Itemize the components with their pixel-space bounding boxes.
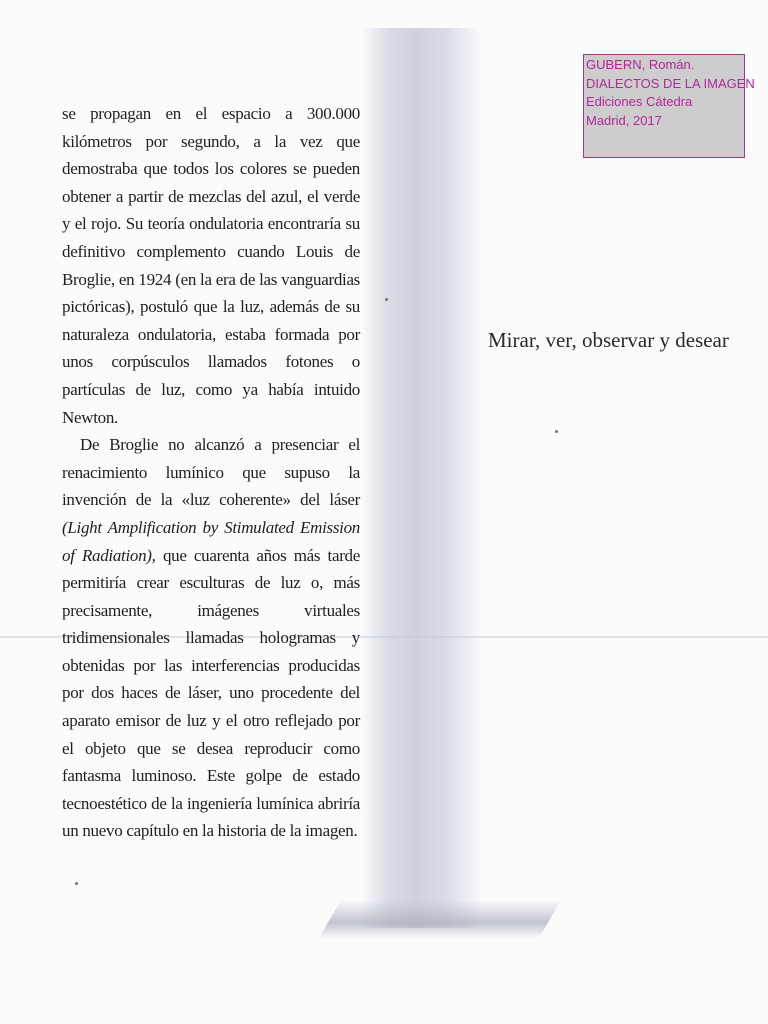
paragraph-2-before: De Broglie no alcanzó a presenciar el renacimiento lumínico que supuso la invención de la «luz coherente» del láser	[62, 435, 360, 510]
paragraph-2-italic: (Light Amplification by Stimulated Emission of Radiation),	[62, 517, 360, 565]
spine-bottom-shadow	[319, 900, 561, 938]
scan-speck	[555, 430, 558, 433]
paragraph-1-text: se propagan en el espacio a 300.000 kilómetros por segundo, a la vez que demostraba que todos los colores se pueden obtener a partir de mezclas del azul, el verde y el rojo. Su teoría ondulatoria encontraría su definitivo complemento cuando Louis de Broglie, en 1924 (en la era de las vanguardias pictóricas), postuló que la luz, además de su naturaleza ondulatoria, estaba formada por unos corpúsculos llamados fotones o partículas de luz, como ya había intuido Newton.	[62, 104, 360, 427]
citation-author: GUBERN, Román.	[586, 57, 695, 72]
citation-place-year: Madrid, 2017	[586, 112, 662, 128]
citation-box	[583, 54, 755, 158]
left-page-body	[62, 100, 360, 845]
chapter-title: Mirar, ver, observar y desear	[488, 328, 729, 352]
paragraph-2	[62, 431, 360, 845]
scan-speck	[385, 298, 388, 301]
paragraph-2-after: que cuarenta años más tarde permitiría crear esculturas de luz o, más precisamente, imágenes virtuales tridimensionales llamadas hologramas y obtenidas por las interferencias producidas por dos haces de láser, uno procedente del aparato emisor de luz y el otro reflejado por el objeto que se desea reproducir como fantasma luminoso. Este golpe de estado tecnoestético de la ingeniería lumínica abriría un nuevo capítulo en la historia de la imagen.	[62, 545, 360, 841]
citation-title: DIALECTOS DE LA IMAGEN	[586, 75, 755, 91]
scan-speck	[75, 882, 78, 885]
paragraph-1	[62, 100, 360, 431]
book-spine-shadow	[362, 28, 482, 928]
citation-publisher: Ediciones Cátedra	[586, 94, 693, 110]
